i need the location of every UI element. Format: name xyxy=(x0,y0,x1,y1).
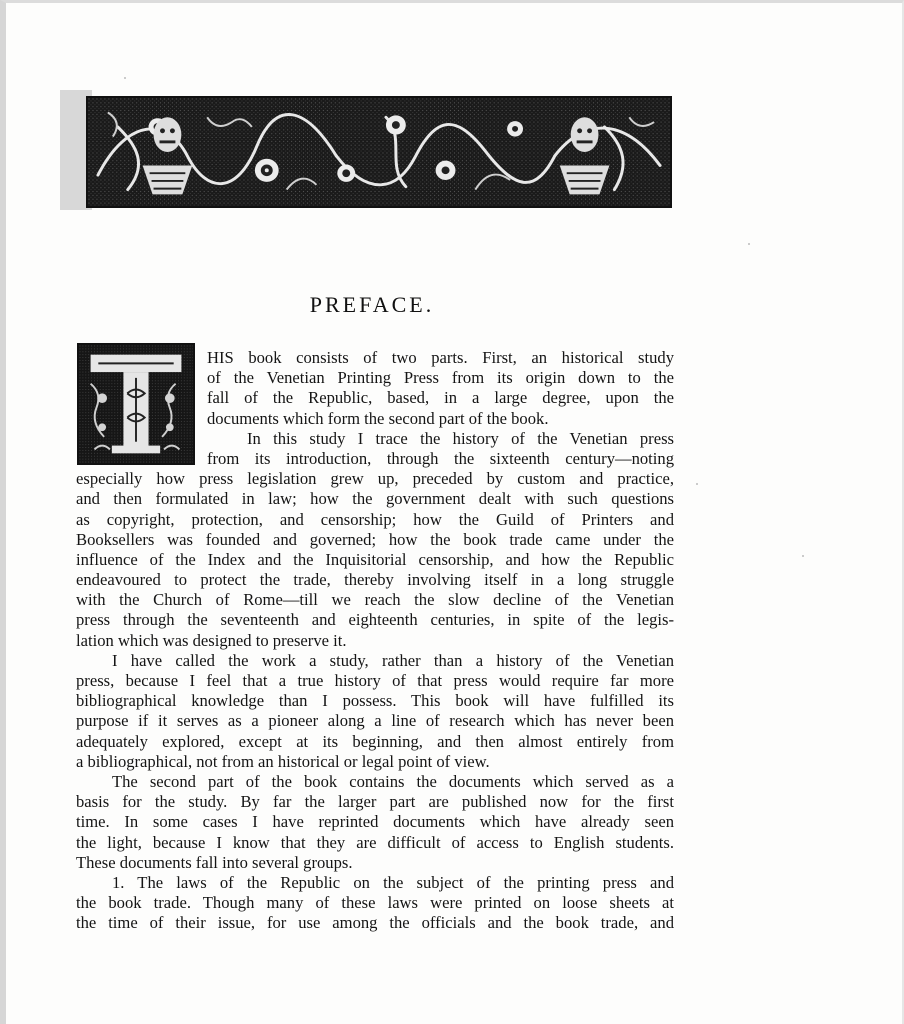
text-line: a bibliographical, not from an historical or legal point of view. xyxy=(76,751,490,771)
text-line: documents which form the second part of the book. xyxy=(207,408,549,428)
text-line: The second part of the book contains the documents which served as a xyxy=(112,771,674,791)
text-line: These documents fall into several groups. xyxy=(76,852,353,872)
text-line: from its introduction, through the sixteenth century—noting xyxy=(207,448,674,468)
text-line: endeavoured to protect the trade, thereby involving itself in a long struggle xyxy=(76,570,674,590)
text-line: HIS book consists of two parts. First, an historical study xyxy=(207,348,674,367)
page-title: PREFACE. xyxy=(309,292,435,317)
text-line: of the Venetian Printing Press from its origin down to the xyxy=(207,368,674,388)
text-line: basis for the study. By far the larger part are published now for the first xyxy=(76,792,674,812)
text-line: press, because I feel that a true history of that press would require far more xyxy=(76,671,674,690)
text-line: and then formulated in law; how the government dealt with such questions xyxy=(76,489,674,509)
text-line: especially how press legislation grew up, preceded by custom and practice, xyxy=(76,469,674,489)
text-line: I have called the work a study, rather than a history of the Venetian xyxy=(112,650,674,670)
text-line: purpose if it serves as a pioneer along a line of research which has never been xyxy=(76,711,674,731)
headpiece-ornament xyxy=(86,96,672,208)
preface-body xyxy=(76,348,674,933)
text-line: the time of their issue, for use among the officials and the book trade, and xyxy=(76,913,674,933)
text-line: bibliographical knowledge than I possess. This book will have fulfilled its xyxy=(76,691,674,711)
text-line: 1. The laws of the Republic on the subject of the printing press and xyxy=(112,872,674,892)
text-line: Booksellers was founded and governed; how the book trade came under the xyxy=(76,529,674,549)
text-line: time. In some cases I have reprinted documents which have already seen xyxy=(76,812,674,832)
text-line: press through the seventeenth and eighteenth centuries, in spite of the legis- xyxy=(76,610,674,630)
text-line: fall of the Republic, based, in a large degree, upon the xyxy=(207,388,674,408)
text-line: the book trade. Though many of these laws were printed on loose sheets at xyxy=(76,893,674,913)
text-line: In this study I trace the history of the Venetian press xyxy=(247,428,674,448)
text-line: the light, because I know that they are difficult of access to English students. xyxy=(76,832,674,852)
text-line: as copyright, protection, and censorship; how the Guild of Printers and xyxy=(76,509,674,529)
text-line: adequately explored, except at its beginning, and then almost entirely from xyxy=(76,731,674,751)
text-line: influence of the Index and the Inquisitorial censorship, and how the Republic xyxy=(76,549,674,569)
text-line: with the Church of Rome—till we reach the slow decline of the Venetian xyxy=(76,590,674,610)
text-line: lation which was designed to preserve it. xyxy=(76,630,347,650)
